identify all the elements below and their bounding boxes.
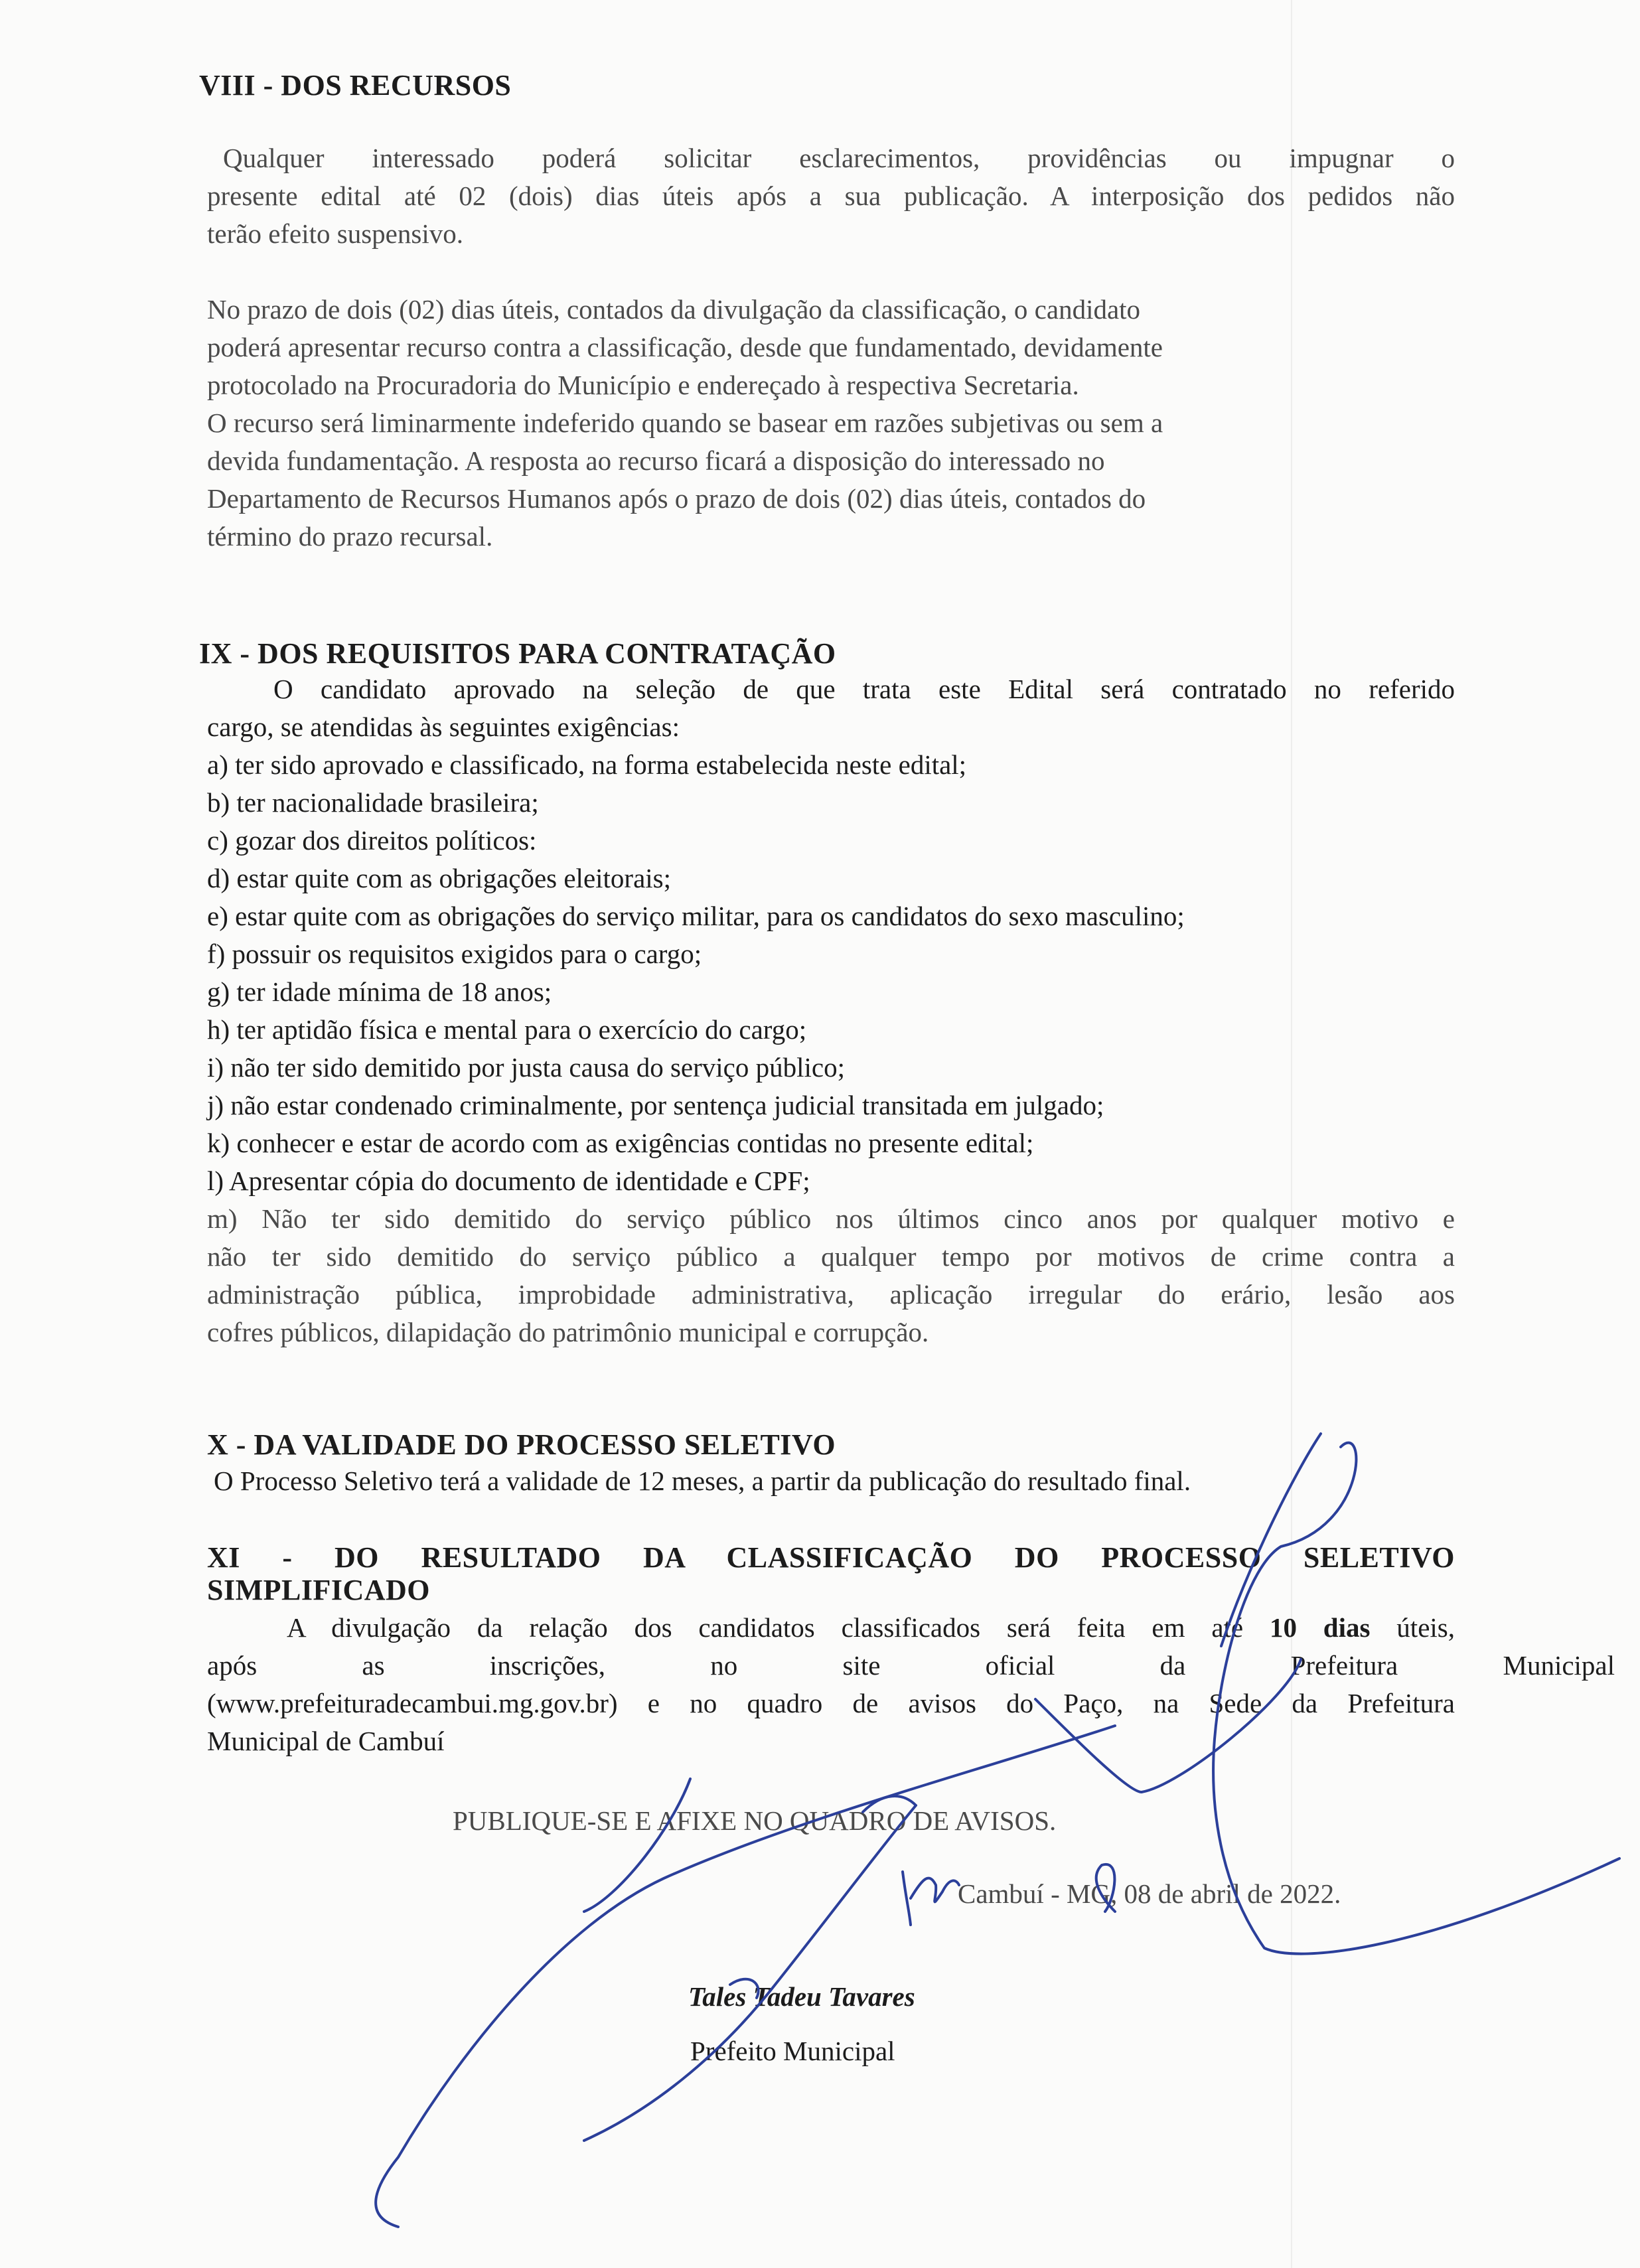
text-line: término do prazo recursal. bbox=[207, 521, 493, 552]
text-line: terão efeito suspensivo. bbox=[207, 218, 463, 249]
text-line: poderá apresentar recurso contra a classificação, desde que fundamentado, devidamente bbox=[207, 332, 1163, 362]
place-date: Cambuí - MG, 08 de abril de 2022. bbox=[958, 1878, 1341, 1909]
text-line: administração pública, improbidade administrativa, aplicação irregular do erário, lesão aos bbox=[207, 1279, 1455, 1310]
section-xi-title-cont: SIMPLIFICADO bbox=[207, 1574, 431, 1606]
section-ix-body bbox=[207, 670, 1455, 1351]
text-line: protocolado na Procuradoria do Município e endereçado à respectiva Secretaria. bbox=[207, 370, 1079, 400]
signer-title: Prefeito Municipal bbox=[690, 2036, 895, 2066]
text-line: O recurso será liminarmente indeferido quando se basear em razões subjetivas ou sem a bbox=[207, 408, 1163, 438]
requirement-item: m) Não ter sido demitido do serviço público nos últimos cinco anos por qualquer motivo e bbox=[207, 1203, 1455, 1234]
requirement-item: a) ter sido aprovado e classificado, na forma estabelecida neste edital; bbox=[207, 749, 967, 780]
publish-order: PUBLIQUE-SE E AFIXE NO QUADRO DE AVISOS. bbox=[453, 1805, 1057, 1836]
requirement-item: k) conhecer e estar de acordo com as exigências contidas no presente edital; bbox=[207, 1128, 1034, 1158]
text-line: Municipal de Cambuí bbox=[207, 1726, 445, 1756]
text-line: No prazo de dois (02) dias úteis, contados da divulgação da classificação, o candidato bbox=[207, 294, 1141, 325]
text-line: presente edital até 02 (dois) dias úteis após a sua publicação. A interposição dos pedidos não bbox=[207, 181, 1455, 211]
section-xi bbox=[207, 1539, 1615, 1760]
requirement-item: h) ter aptidão física e mental para o exercício do cargo; bbox=[207, 1014, 807, 1045]
requirement-item: l) Apresentar cópia do documento de identidade e CPF; bbox=[207, 1166, 810, 1196]
text-line: após as inscrições, no site oficial da Prefeitura Municipal bbox=[207, 1650, 1615, 1681]
requirement-item: b) ter nacionalidade brasileira; bbox=[207, 787, 539, 818]
signer-name: Tales Tadeu Tavares bbox=[688, 1981, 915, 2012]
deadline-emphasis: 10 dias bbox=[1269, 1612, 1371, 1643]
text-line: (www.prefeituradecambui.mg.gov.br) e no quadro de avisos do Paço, na Sede da Prefeitura bbox=[207, 1688, 1455, 1718]
requirement-item: d) estar quite com as obrigações eleitorais; bbox=[207, 863, 672, 893]
section-viii-title: VIII - DOS RECURSOS bbox=[199, 69, 512, 102]
text-line: não ter sido demitido do serviço público a qualquer tempo por motivos de crime contra a bbox=[207, 1241, 1455, 1272]
requirement-item: f) possuir os requisitos exigidos para o cargo; bbox=[207, 939, 702, 969]
text-line: cofres públicos, dilapidação do patrimônio municipal e corrupção. bbox=[207, 1317, 929, 1347]
section-x-title: X - DA VALIDADE DO PROCESSO SELETIVO bbox=[207, 1428, 836, 1461]
requirement-item: c) gozar dos direitos políticos: bbox=[207, 825, 537, 856]
requirement-item: i) não ter sido demitido por justa causa do serviço público; bbox=[207, 1052, 845, 1083]
requirement-item: e) estar quite com as obrigações do serviço militar, para os candidatos do sexo masculino; bbox=[207, 901, 1185, 931]
text-line: cargo, se atendidas às seguintes exigências: bbox=[207, 712, 680, 742]
requirement-item: j) não estar condenado criminalmente, por sentença judicial transitada em julgado; bbox=[207, 1090, 1104, 1120]
section-ix-title: IX - DOS REQUISITOS PARA CONTRATAÇÃO bbox=[199, 637, 836, 670]
requirement-item: g) ter idade mínima de 18 anos; bbox=[207, 976, 552, 1007]
section-viii-paragraph-1 bbox=[207, 139, 1455, 253]
text-run: A divulgação da relação dos candidatos classificados será feita em até bbox=[287, 1612, 1270, 1643]
section-xi-title: XI - DO RESULTADO DA CLASSIFICAÇÃO DO PROCESSO SELETIVO bbox=[207, 1541, 1455, 1574]
text-line bbox=[207, 1609, 1455, 1647]
text-line: Qualquer interessado poderá solicitar esclarecimentos, providências ou impugnar o bbox=[223, 143, 1455, 173]
section-x-text: O Processo Seletivo terá a validade de 12 meses, a partir da publicação do resultado final. bbox=[214, 1466, 1191, 1496]
text-run: úteis, bbox=[1370, 1612, 1455, 1643]
text-line: Departamento de Recursos Humanos após o prazo de dois (02) dias úteis, contados do bbox=[207, 483, 1146, 514]
section-viii-paragraph-2 bbox=[207, 291, 1455, 556]
text-line: O candidato aprovado na seleção de que trata este Edital será contratado no referido bbox=[273, 674, 1455, 704]
text-line: devida fundamentação. A resposta ao recurso ficará a disposição do interessado no bbox=[207, 445, 1105, 476]
